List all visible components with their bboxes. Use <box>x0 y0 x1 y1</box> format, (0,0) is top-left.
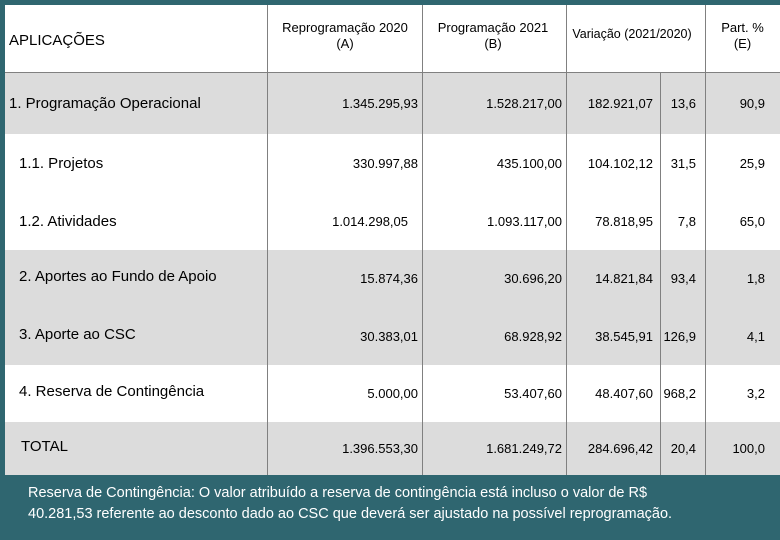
value-variation: 48.407,60 <box>595 386 653 401</box>
header-applications: APLICAÇÕES <box>9 32 105 49</box>
value-percent: 31,5 <box>670 155 696 171</box>
value-a: 30.383,01 <box>360 328 418 344</box>
footnote <box>28 483 780 525</box>
value-part: 65,0 <box>739 213 765 229</box>
table-row <box>5 422 780 475</box>
value-variation: 284.696,42 <box>587 441 653 456</box>
value-b: 435.100,00 <box>496 155 562 171</box>
value-a: 1.014.298,05 <box>332 213 408 229</box>
row-label: 1. Programação Operacional <box>9 94 201 112</box>
value-b: 30.696,20 <box>504 271 562 286</box>
value-variation: 182.921,07 <box>587 95 653 111</box>
value-percent: 968,2 <box>663 386 696 401</box>
value-b: 1.681.249,72 <box>486 441 562 456</box>
value-a: 15.874,36 <box>360 271 418 286</box>
value-a: 1.396.553,30 <box>342 441 418 456</box>
value-percent: 7,8 <box>677 213 696 229</box>
value-percent: 20,4 <box>670 441 696 456</box>
value-b: 1.528.217,00 <box>486 95 562 111</box>
footnote-line-1: Reserva de Contingência: O valor atribuído a reserva de contingência está incluso o valor de R$ <box>28 485 648 501</box>
value-part: 100,0 <box>732 441 765 456</box>
value-part: 4,1 <box>746 328 765 344</box>
row-label: 1.1. Projetos <box>19 154 104 172</box>
row-label: 4. Reserva de Contingência <box>19 383 205 400</box>
value-variation: 38.545,91 <box>595 328 653 344</box>
table-row <box>5 365 780 422</box>
value-b: 53.407,60 <box>504 386 562 401</box>
row-label: 2. Aportes ao Fundo de Apoio <box>19 268 217 285</box>
table-row <box>5 72 780 134</box>
value-b: 1.093.117,00 <box>487 213 562 229</box>
row-label: 1.2. Atividades <box>19 212 117 230</box>
value-percent: 13,6 <box>670 95 696 111</box>
value-variation: 78.818,95 <box>595 213 653 229</box>
value-a: 1.345.295,93 <box>342 95 418 111</box>
value-percent: 93,4 <box>670 271 696 286</box>
value-a: 330.997,88 <box>352 155 418 171</box>
table-row <box>5 134 780 192</box>
value-part: 25,9 <box>739 155 765 171</box>
value-variation: 104.102,12 <box>587 155 653 171</box>
value-percent: 126,9 <box>663 328 696 344</box>
header-col-e: Part. % (E) <box>721 19 764 51</box>
header-col-a: Reprogramação 2020 (A) <box>282 19 408 51</box>
value-part: 90,9 <box>739 95 765 111</box>
row-label: 3. Aporte ao CSC <box>19 325 136 343</box>
value-variation: 14.821,84 <box>595 271 653 286</box>
header-col-c: Variação (2021/2020) <box>572 26 692 41</box>
table-header <box>5 5 780 72</box>
table-row <box>5 192 780 250</box>
value-part: 1,8 <box>746 271 765 286</box>
value-part: 3,2 <box>746 386 765 401</box>
row-label: TOTAL <box>21 438 68 455</box>
value-a: 5.000,00 <box>367 386 418 401</box>
value-b: 68.928,92 <box>504 328 562 344</box>
footnote-line-2: 40.281,53 referente ao desconto dado ao CSC que deverá ser ajustado na possível reprogramação. <box>28 506 673 522</box>
table-row <box>5 307 780 365</box>
table-row <box>5 250 780 307</box>
budget-table <box>5 5 780 475</box>
header-col-b: Programação 2021 (B) <box>437 19 549 51</box>
